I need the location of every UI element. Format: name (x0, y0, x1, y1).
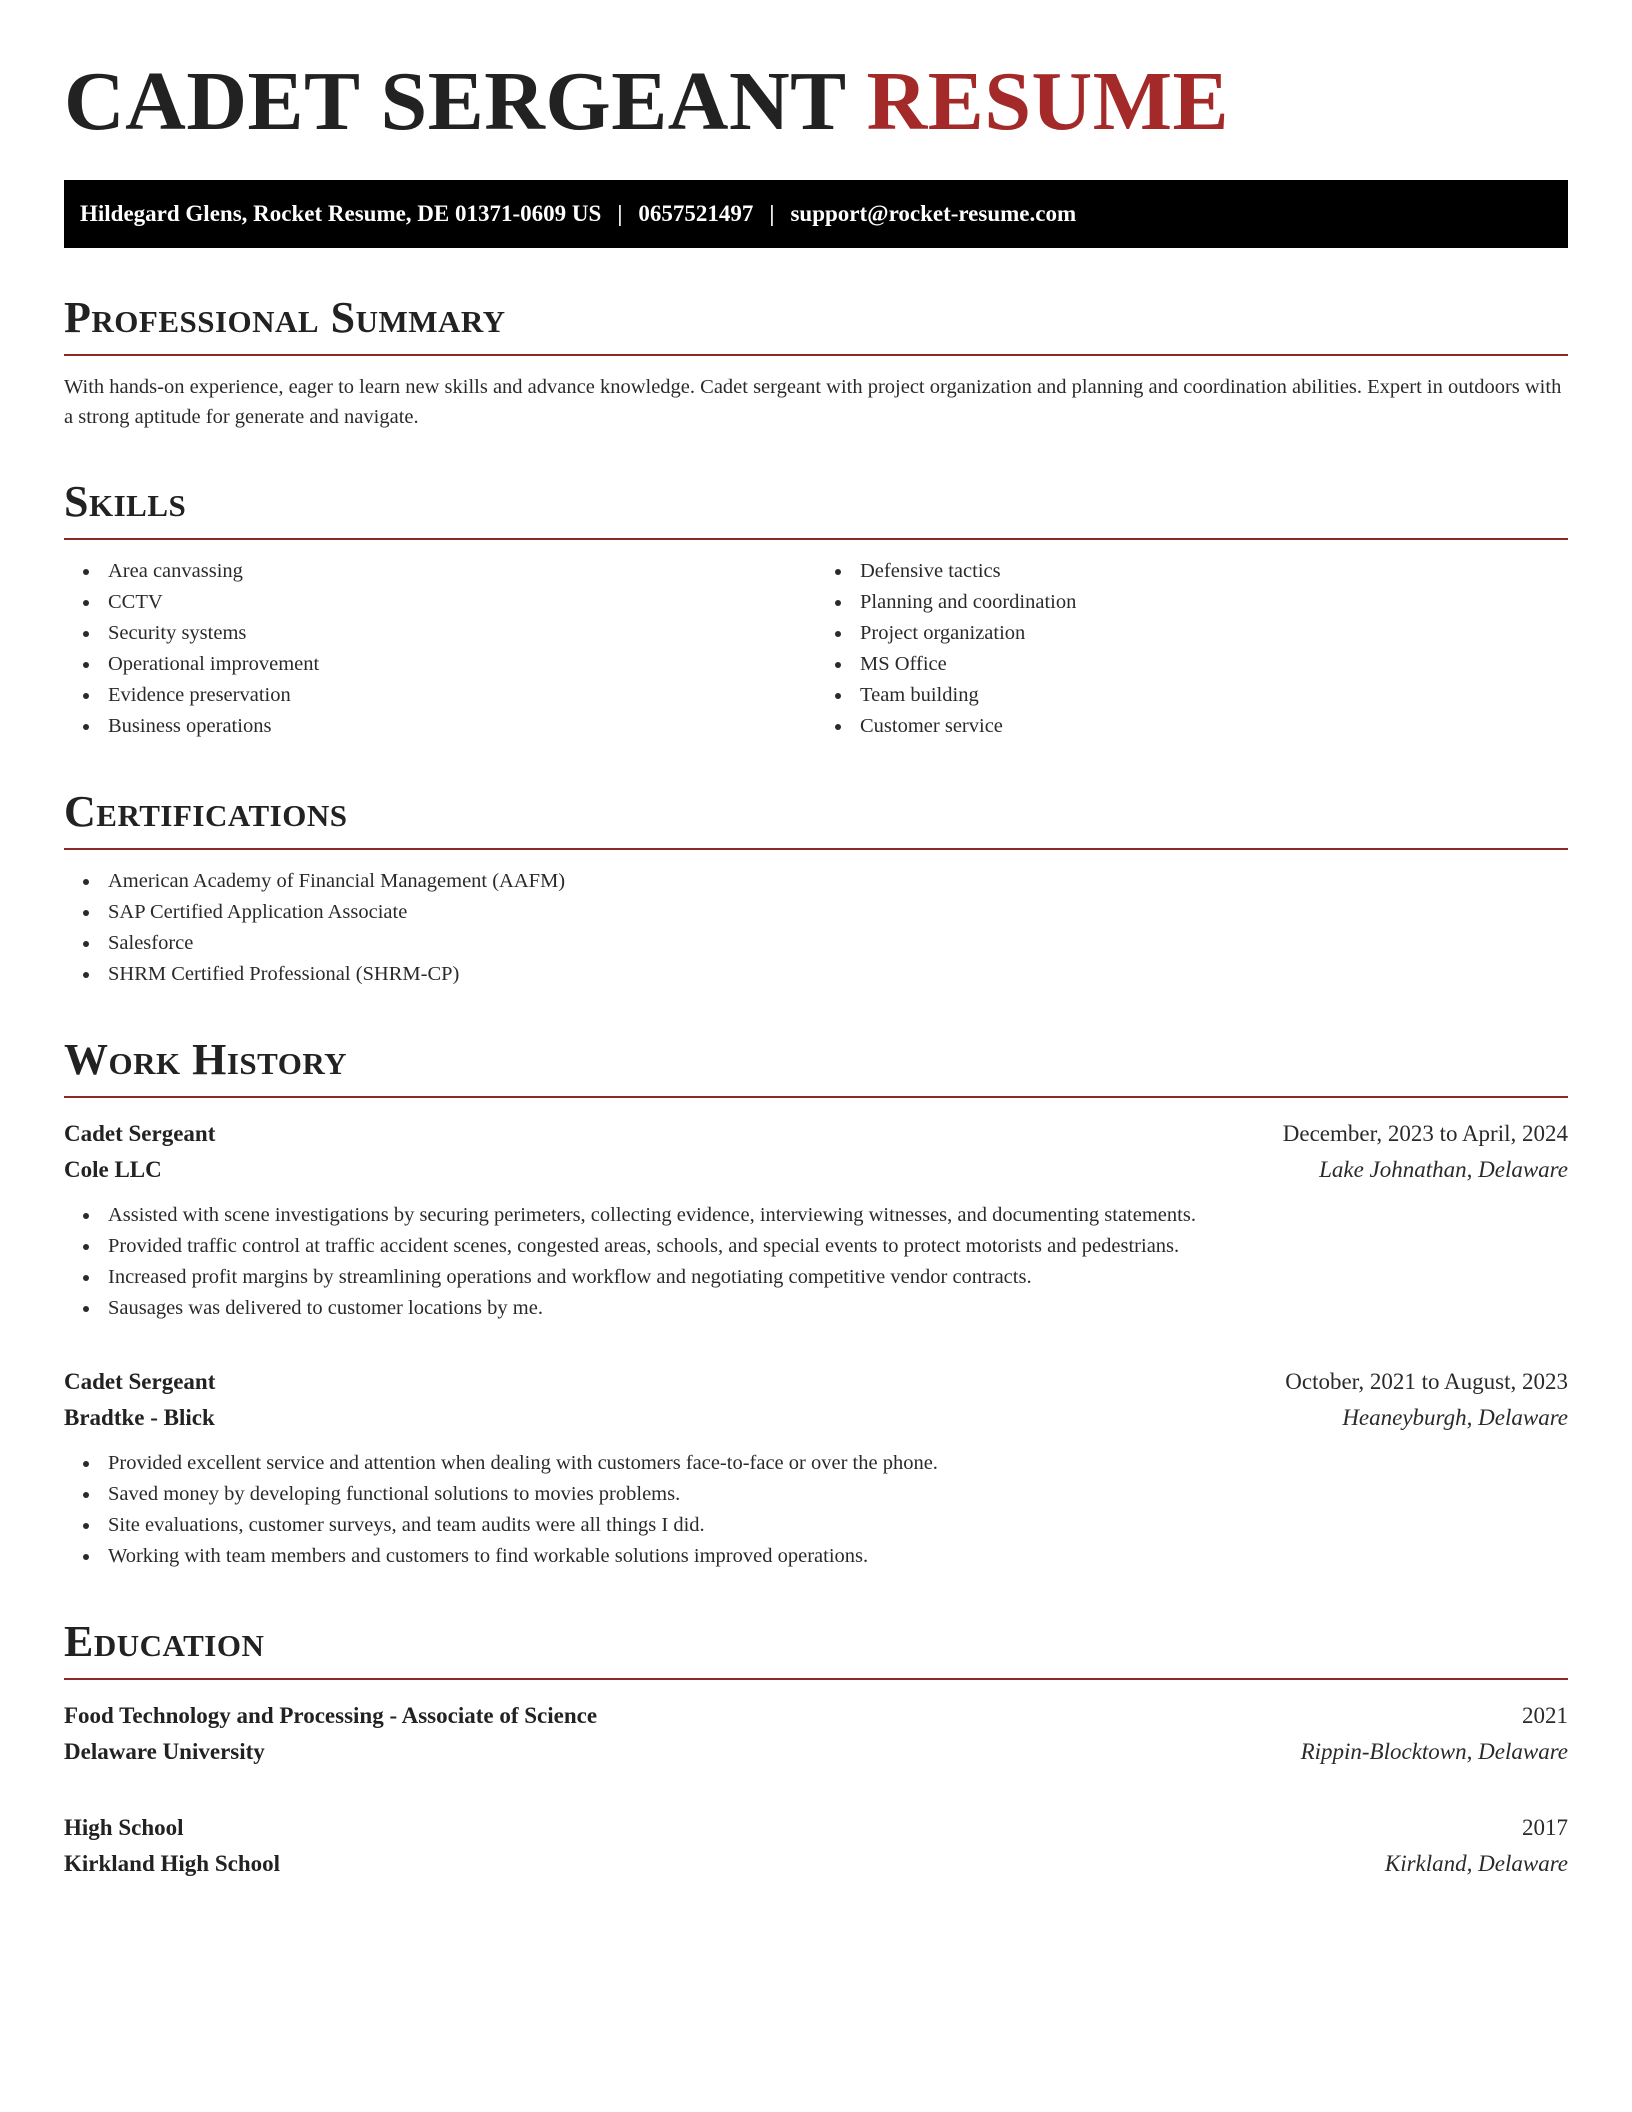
skills-columns (64, 540, 1568, 742)
certification-item: SAP Certified Application Associate (108, 897, 1568, 928)
education-entry (64, 1810, 1568, 1882)
contact-bar (64, 180, 1568, 248)
education-school-row (64, 1846, 1568, 1882)
contact-separator: | (617, 201, 623, 226)
skill-item: Planning and coordination (860, 587, 1568, 618)
title-accent: RESUME (866, 55, 1230, 148)
job-location: Lake Johnathan, Delaware (1319, 1157, 1568, 1182)
certification-item: American Academy of Financial Management (AAFM) (108, 866, 1568, 897)
job-bullet: Increased profit margins by streamlining operations and workflow and negotiating competitive vendor contracts. (108, 1262, 1568, 1293)
summary-section (64, 292, 1568, 432)
section-divider (64, 1678, 1568, 1680)
skill-item: Security systems (108, 618, 816, 649)
skills-column-left (64, 540, 816, 742)
certifications-section (64, 786, 1568, 990)
contact-email[interactable]: support@rocket-resume.com (790, 201, 1077, 226)
contact-separator: | (769, 201, 775, 226)
job-dates: October, 2021 to August, 2023 (1285, 1369, 1568, 1394)
job-bullet: Provided traffic control at traffic accident scenes, congested areas, schools, and special events to protect motorists and pedestrians. (108, 1231, 1568, 1262)
education-school: Delaware University (64, 1739, 265, 1764)
job-bullet: Site evaluations, customer surveys, and team audits were all things I did. (108, 1510, 1568, 1541)
job-bullet: Sausages was delivered to customer locations by me. (108, 1293, 1568, 1324)
job-bullet: Working with team members and customers to find workable solutions improved operations. (108, 1541, 1568, 1572)
certification-item: Salesforce (108, 928, 1568, 959)
skill-item: Evidence preservation (108, 680, 816, 711)
job-header-row (64, 1116, 1568, 1152)
job-header-row (64, 1364, 1568, 1400)
job-company: Bradtke - Blick (64, 1405, 215, 1430)
skill-item: Operational improvement (108, 649, 816, 680)
section-divider (64, 354, 1568, 356)
education-entry (64, 1698, 1568, 1770)
education-location: Kirkland, Delaware (1384, 1851, 1568, 1876)
work-history-section (64, 1034, 1568, 1572)
education-header-row (64, 1810, 1568, 1846)
education-school-row (64, 1734, 1568, 1770)
job-company-row (64, 1152, 1568, 1188)
education-section (64, 1616, 1568, 1882)
section-title-education: Education (64, 1617, 265, 1666)
job-company: Cole LLC (64, 1157, 162, 1182)
skill-item: Project organization (860, 618, 1568, 649)
skill-item: CCTV (108, 587, 816, 618)
job-bullet: Provided excellent service and attention when dealing with customers face-to-face or over the phone. (108, 1448, 1568, 1479)
education-degree: High School (64, 1815, 184, 1840)
skill-item: Defensive tactics (860, 556, 1568, 587)
resume-title (64, 52, 1568, 152)
section-title-skills: Skills (64, 477, 187, 526)
certifications-list (64, 866, 1568, 990)
section-title-certifications: Certifications (64, 787, 348, 836)
job-entry (64, 1364, 1568, 1572)
education-year: 2021 (1522, 1703, 1568, 1728)
section-divider (64, 1096, 1568, 1098)
education-degree: Food Technology and Processing - Associate of Science (64, 1703, 598, 1728)
skills-list-left (64, 556, 816, 742)
section-divider (64, 848, 1568, 850)
education-year: 2017 (1522, 1815, 1568, 1840)
education-header-row (64, 1698, 1568, 1734)
job-role: Cadet Sergeant (64, 1121, 216, 1146)
certification-item: SHRM Certified Professional (SHRM-CP) (108, 959, 1568, 990)
skill-item: Customer service (860, 711, 1568, 742)
section-title-work-history: Work History (64, 1035, 348, 1084)
section-title-summary: Professional Summary (64, 293, 506, 342)
contact-address: Hildegard Glens, Rocket Resume, DE 01371-0609 US (80, 201, 602, 226)
contact-phone[interactable]: 0657521497 (638, 201, 754, 226)
skill-item: Team building (860, 680, 1568, 711)
job-role: Cadet Sergeant (64, 1369, 216, 1394)
job-dates: December, 2023 to April, 2024 (1282, 1121, 1568, 1146)
skills-section (64, 476, 1568, 742)
education-school: Kirkland High School (64, 1851, 281, 1876)
skills-column-right (816, 540, 1568, 742)
job-bullets (64, 1200, 1568, 1324)
skill-item: Area canvassing (108, 556, 816, 587)
job-bullets (64, 1448, 1568, 1572)
job-entry (64, 1116, 1568, 1324)
skills-list-right (816, 556, 1568, 742)
summary-text: With hands-on experience, eager to learn new skills and advance knowledge. Cadet sergeant with project organization and planning and coordination abilities. Expert in outdoors with a strong aptitude for generate and navigate. (64, 376, 1562, 428)
job-company-row (64, 1400, 1568, 1436)
job-bullet: Saved money by developing functional solutions to movies problems. (108, 1479, 1568, 1510)
job-bullet: Assisted with scene investigations by securing perimeters, collecting evidence, interviewing witnesses, and documenting statements. (108, 1200, 1568, 1231)
job-location: Heaneyburgh, Delaware (1342, 1405, 1568, 1430)
title-main: CADET SERGEANT (64, 55, 846, 148)
skill-item: MS Office (860, 649, 1568, 680)
skill-item: Business operations (108, 711, 816, 742)
education-location: Rippin-Blocktown, Delaware (1300, 1739, 1568, 1764)
